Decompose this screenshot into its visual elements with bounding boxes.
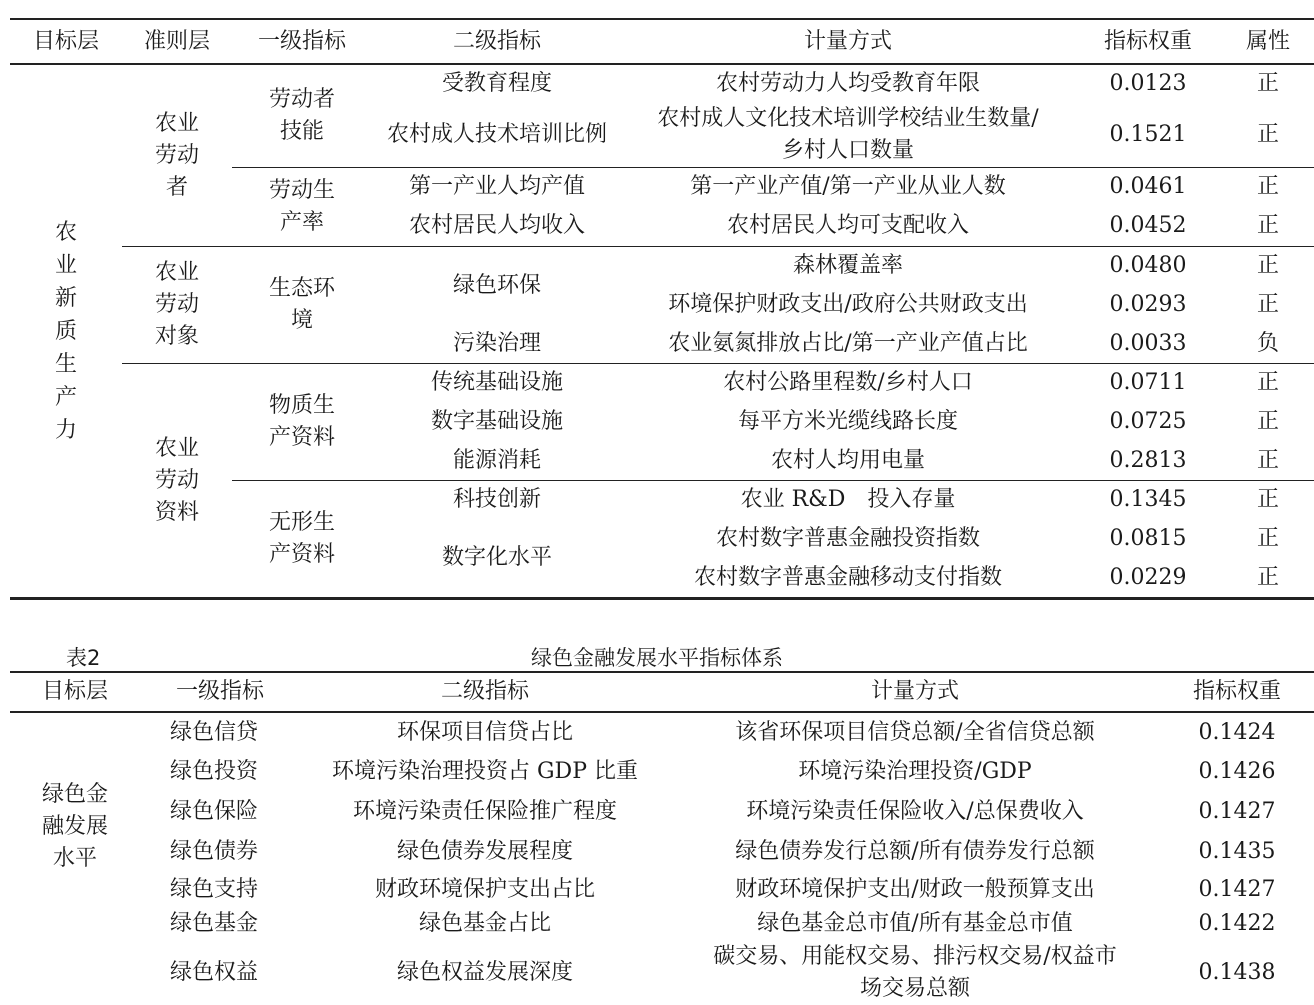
method-cell: 农业 R&D 投入存量 [622, 481, 1074, 520]
primary-cell: 绿色保险 [170, 799, 259, 824]
attr-cell: 正 [1256, 526, 1279, 551]
primary-cell: 绿色信贷 [170, 719, 259, 745]
weight-cell: 0.0033 [1109, 330, 1187, 356]
secondary-cell: 数字基础设施 [430, 409, 563, 434]
target-cell: 绿色金融发展水平 [41, 782, 108, 871]
indicator-table-agri [10, 18, 1314, 600]
criterion-cell: 农业劳动对象 [122, 247, 232, 364]
weight-cell: 0.0452 [1109, 213, 1187, 239]
attr-cell: 正 [1222, 364, 1314, 403]
weight-cell: 0.1426 [1198, 759, 1276, 784]
secondary-cell: 污染治理 [452, 330, 541, 356]
weight-cell: 0.1521 [1109, 122, 1187, 147]
attr-cell: 正 [1256, 122, 1279, 147]
header-cell: 二级指标 [300, 672, 670, 712]
method-cell: 农村劳动力人均受教育年限 [715, 71, 980, 96]
method-cell: 农村数字普惠金融投资指数 [715, 526, 980, 551]
weight-cell: 0.1438 [1198, 960, 1276, 985]
weight-cell: 0.1427 [1198, 799, 1276, 824]
header-cell: 属性 [1222, 19, 1314, 64]
method-cell: 该省环保项目信贷总额/全省信贷总额 [735, 719, 1095, 745]
method-cell: 第一产业产值/第一产业从业人数 [622, 168, 1074, 207]
weight-cell: 0.0480 [1074, 247, 1222, 286]
method-cell: 农村数字普惠金融移动支付指数 [693, 564, 1002, 590]
primary-cell: 绿色债券 [170, 839, 259, 864]
table-row [10, 247, 1314, 286]
weight-cell: 0.1435 [1198, 839, 1276, 864]
table2-title: 绿色金融发展水平指标体系 [531, 646, 783, 670]
table-row [10, 792, 1314, 832]
weight-cell: 0.0461 [1074, 168, 1222, 207]
method-cell: 每平方米光缆线路长度 [737, 409, 958, 434]
method-cell: 环境污染责任保险收入/总保费收入 [746, 799, 1084, 824]
attr-cell: 负 [1256, 330, 1279, 356]
secondary-cell: 数字化水平 [441, 545, 552, 571]
attr-cell: 正 [1256, 292, 1279, 317]
secondary-cell: 绿色环保 [372, 247, 622, 325]
secondary-cell: 科技创新 [372, 481, 622, 520]
weight-cell: 0.1424 [1198, 719, 1276, 745]
method-cell: 农村人均用电量 [770, 447, 925, 473]
weight-cell: 0.1422 [1198, 911, 1276, 936]
method-cell: 农业氨氮排放占比/第一产业产值占比 [668, 330, 1028, 356]
primary-cell: 无形生产资料 [232, 481, 372, 599]
method-cell: 农村成人文化技术培训学校结业生数量/乡村人口数量 [657, 106, 1039, 163]
secondary-cell: 绿色权益发展深度 [396, 960, 573, 985]
method-cell: 财政环境保护支出/财政一般预算支出 [735, 876, 1095, 902]
attr-cell: 正 [1256, 71, 1279, 96]
target-cell-empty [10, 941, 140, 1005]
method-cell: 农村公路里程数/乡村人口 [622, 364, 1074, 403]
header-cell: 计量方式 [670, 672, 1160, 712]
table-row [10, 364, 1314, 403]
header-cell: 目标层 [10, 672, 140, 712]
attr-cell: 正 [1256, 213, 1279, 239]
secondary-cell: 第一产业人均产值 [372, 168, 622, 207]
method-cell: 碳交易、用能权交易、排污权交易/权益市场交易总额 [713, 944, 1117, 1001]
secondary-cell: 农村成人技术培训比例 [386, 122, 607, 147]
header-cell: 准则层 [122, 19, 232, 64]
table1-header-row [10, 19, 1314, 64]
primary-cell: 生态环境 [232, 247, 372, 364]
secondary-cell: 传统基础设施 [372, 364, 622, 403]
header-cell: 指标权重 [1074, 19, 1222, 64]
secondary-cell: 能源消耗 [452, 447, 541, 473]
method-cell: 环境保护财政支出/政府公共财政支出 [668, 292, 1028, 317]
weight-cell: 0.0123 [1109, 71, 1187, 96]
attr-cell: 正 [1222, 481, 1314, 520]
header-cell: 一级指标 [232, 19, 372, 64]
method-cell: 森林覆盖率 [622, 247, 1074, 286]
table2-caption [0, 634, 1314, 674]
indicator-table-greenfinance [10, 671, 1314, 1005]
secondary-cell: 财政环境保护支出占比 [374, 876, 595, 902]
attr-cell: 正 [1256, 564, 1279, 590]
table-row [10, 941, 1314, 1005]
secondary-cell: 环境污染责任保险推广程度 [352, 799, 617, 824]
primary-cell: 劳动生产率 [232, 168, 372, 247]
criterion-cell: 农业劳动者 [154, 110, 199, 200]
target-cell: 农业新质生产力 [55, 219, 78, 443]
secondary-cell: 绿色基金占比 [418, 911, 551, 936]
primary-cell: 劳动者技能 [268, 87, 335, 144]
primary-cell: 绿色投资 [170, 759, 259, 784]
primary-cell: 物质生产资料 [232, 364, 372, 481]
secondary-cell: 农村居民人均收入 [408, 213, 585, 239]
weight-cell: 0.0293 [1109, 292, 1187, 317]
secondary-cell: 环境污染治理投资占 GDP 比重 [331, 759, 638, 784]
attr-cell: 正 [1256, 409, 1279, 434]
table-row [10, 872, 1314, 907]
table-row [10, 64, 1314, 103]
secondary-cell: 环保项目信贷占比 [396, 719, 573, 745]
weight-cell: 0.0815 [1109, 526, 1187, 551]
table-row [10, 907, 1314, 941]
header-cell: 一级指标 [140, 672, 300, 712]
weight-cell: 0.1427 [1198, 876, 1276, 902]
method-cell: 农村居民人均可支配收入 [726, 213, 969, 239]
primary-cell: 绿色权益 [170, 960, 259, 985]
criterion-cell: 农业劳动资料 [122, 364, 232, 599]
weight-cell: 0.1345 [1074, 481, 1222, 520]
secondary-cell: 绿色债券发展程度 [396, 839, 573, 864]
table2-header-row [10, 672, 1314, 712]
weight-cell: 0.0725 [1109, 409, 1187, 434]
header-cell: 指标权重 [1160, 672, 1314, 712]
table-row [10, 712, 1314, 752]
method-cell: 环境污染治理投资/GDP [798, 759, 1032, 784]
header-cell: 计量方式 [622, 19, 1074, 64]
table-row [10, 752, 1314, 792]
attr-cell: 正 [1222, 247, 1314, 286]
primary-cell: 绿色支持 [170, 876, 259, 902]
header-cell: 目标层 [10, 19, 122, 64]
attr-cell: 正 [1256, 447, 1279, 473]
method-cell: 绿色基金总市值/所有基金总市值 [757, 911, 1073, 936]
secondary-cell: 受教育程度 [441, 71, 552, 96]
table2-number: 表2 [66, 646, 101, 670]
weight-cell: 0.0229 [1109, 564, 1187, 590]
weight-cell: 0.2813 [1109, 447, 1187, 473]
weight-cell: 0.0711 [1074, 364, 1222, 403]
method-cell: 绿色债券发行总额/所有债券发行总额 [735, 839, 1095, 864]
attr-cell: 正 [1222, 168, 1314, 207]
header-cell: 二级指标 [372, 19, 622, 64]
table-row [10, 832, 1314, 872]
primary-cell: 绿色基金 [170, 911, 259, 936]
